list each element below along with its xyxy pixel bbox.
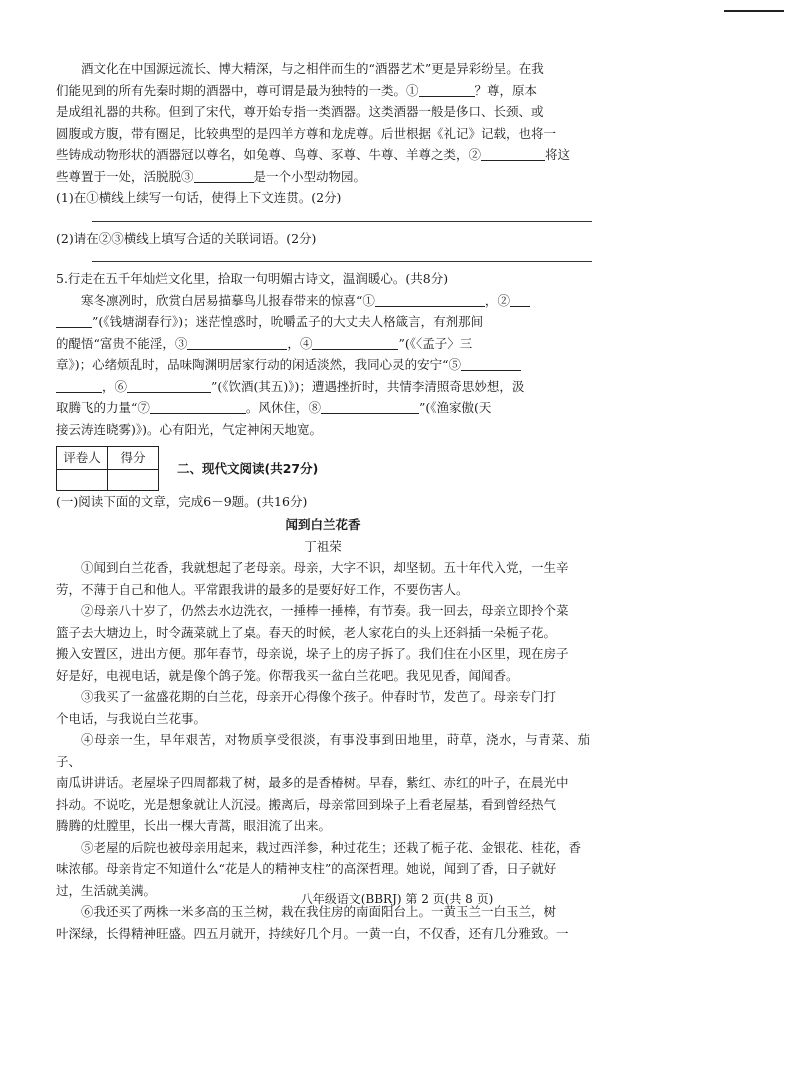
blank-poem-3[interactable]	[187, 336, 287, 350]
article-author: 丁祖荣	[304, 538, 342, 554]
question-5-line: 章》)；心绪烦乱时，品味陶渊明居家行动的闲适淡然，我同心灵的安宁“⑤	[56, 354, 590, 376]
section-2-header	[56, 446, 590, 491]
blank-poem-5[interactable]	[461, 357, 521, 371]
paragraph-5: 过，生活就美满。	[56, 882, 157, 898]
page-content	[56, 58, 590, 944]
passage-4-line: 些铸成动物形状的酒器冠以尊名，如兔尊、鸟尊、豕尊、牛尊、羊尊之类，② 将这	[56, 147, 571, 162]
paragraph-4: ④母亲一生，早年艰苦，对物质享受很淡，有事没事到田地里，莳草，浇水，与青菜、茄子、	[56, 732, 590, 769]
paragraph-5: ⑤老屋的后院也被母亲用起来，栽过西洋参，种过花生；还栽了栀子花、金银花、桂花，香	[81, 839, 582, 855]
blank-poem-5-cont[interactable]	[56, 379, 102, 393]
passage-4-line: 是成组礼器的共称。但到了宋代，尊开始专指一类酒器。这类酒器一般是侈口、长颈、或	[56, 104, 544, 119]
question-5-line: ，⑥ ”(《饮酒(其五)》)；遭遇挫折时，共情李清照奇思妙想，汲	[56, 376, 590, 398]
score-box-grader-cell[interactable]	[57, 469, 108, 490]
question-5-line: 的醍悟“富贵不能淫，③ ，④ ”(《〈孟子〉三	[56, 335, 473, 351]
question-4-2: (2)请在②③横线上填写合适的关联词语。(2分)	[56, 230, 317, 246]
score-box-score-cell[interactable]	[108, 469, 159, 490]
paragraph-5: 味浓郁。母亲肯定不知道什么“花是人的精神支柱”的高深哲理。她说，闻到了香，日子就好	[56, 861, 557, 876]
page-footer: 八年级语文(BBRJ) 第 2 页(共 8 页)	[300, 892, 494, 906]
paragraph-2: 搬入安置区，进出方便。那年春节，母亲说，垛子上的房子拆了。我们住在小区里，现在房子	[56, 646, 569, 661]
question-5-line: 寒冬凛冽时，欣赏白居易描摹鸟儿报春带来的惊喜“① ，②	[56, 290, 590, 312]
blank-2[interactable]	[481, 147, 545, 161]
blank-poem-8[interactable]	[321, 400, 419, 414]
paragraph-4: 抖动。不说吃，光是想象就让人沉浸。搬离后，母亲常回到垛子上看老屋基，看到曾经热气	[56, 796, 557, 812]
paragraph-2: ②母亲八十岁了，仍然去水边洗衣，一捶棒一捶棒，有节奏。我一回去，母亲立即拎个菜	[81, 603, 569, 618]
reading-passage	[56, 491, 590, 945]
score-box-grader-label: 评卷人	[57, 447, 108, 470]
answer-line-4-1[interactable]	[92, 221, 592, 222]
question-5	[56, 268, 590, 440]
passage-4	[56, 58, 590, 262]
paragraph-6: 叶深绿，长得精神旺盛。四五月就开，持续好几个月。一黄一白，不仅香，还有几分雅致。一	[56, 925, 569, 941]
passage-4-line: 圆腹或方腹，带有圈足，比较典型的是四羊方尊和龙虎尊。后世根据《礼记》记载，也将一	[56, 125, 557, 141]
paragraph-2: 篮子去大塘边上，时令蔬菜就上了桌。春天的时候，老人家花白的头上还斜插一朵栀子花。	[56, 624, 557, 640]
answer-line-4-2[interactable]	[92, 261, 592, 262]
paragraph-3: 个电话，与我说白兰花事。	[56, 710, 207, 726]
blank-poem-6[interactable]	[127, 379, 211, 393]
paragraph-2: 好是好，电视电话，就是像个鸽子笼。你帮我买一盆白兰花吧。我见见香，闻闻香。	[56, 667, 519, 683]
paragraph-6: ⑥我还买了两株一米多高的玉兰树，栽在我住房的南面阳台上。一黄玉兰一白玉兰，树	[81, 904, 557, 919]
score-box-score-label: 得分	[108, 447, 159, 470]
paragraph-3: ③我买了一盆盛花期的白兰花，母亲开心得像个孩子。仲春时节，发芭了。母亲专门打	[81, 689, 557, 704]
paragraph-4: 南瓜讲讲话。老屋垛子四周都栽了树，最多的是香椿树。早春，紫红、赤红的叶子，在晨光中	[56, 775, 569, 790]
blank-poem-7[interactable]	[150, 400, 246, 414]
passage-4-line: 们能见到的所有先秦时期的酒器中，尊可谓是最为独特的一类。① ？尊，原本	[56, 82, 538, 98]
blank-poem-2[interactable]	[510, 293, 530, 307]
article-title: 闻到白兰花香	[285, 517, 361, 532]
question-5-line: ”(《钱塘湖春行》)；迷茫惶惑时，吮嚼孟子的大丈夫人格箴言，有剂那间	[56, 311, 590, 333]
blank-poem-2-cont[interactable]	[56, 314, 92, 328]
question-5-line: 取腾飞的力量“⑦ 。风休住，⑧ ”(《渔家傲(天	[56, 400, 492, 415]
question-5-head: 5.行走在五千年灿烂文化里，拾取一句明媚古诗文，温润暖心。(共8分)	[56, 271, 449, 286]
blank-poem-1[interactable]	[375, 293, 485, 307]
passage-4-line: 酒文化在中国源远流长、博大精深，与之相伴而生的“酒器艺术”更是异彩纷呈。在我	[81, 61, 544, 76]
question-5-line: 接云涛连晓雾)》)。心有阳光，气定神闲天地宽。	[56, 421, 323, 437]
paragraph-1: ①闻到白兰花香，我就想起了老母亲。母亲，大字不识，却坚韧。五十年代入党，一生辛	[81, 560, 569, 575]
blank-1[interactable]	[419, 83, 475, 97]
corner-rule	[724, 10, 784, 12]
reading-intro: (一)阅读下面的文章，完成6－9题。(共16分)	[56, 493, 308, 509]
score-box	[56, 446, 159, 491]
section-2-title: 二、现代文阅读(共27分)	[177, 460, 319, 476]
question-4-1: (1)在①横线上续写一句话，使得上下文连贯。(2分)	[56, 190, 342, 205]
blank-poem-4[interactable]	[312, 336, 398, 350]
passage-4-line: 些尊置于一处，活脱脱③ 是一个小型动物园。	[56, 168, 367, 184]
blank-3[interactable]	[194, 169, 254, 183]
paragraph-4: 腾腾的灶膛里，长出一棵大青蒿，眼泪流了出来。	[56, 818, 332, 833]
paragraph-1: 劳，不薄于自己和他人。平常跟我讲的最多的是要好好工作，不要伤害人。	[56, 581, 469, 597]
